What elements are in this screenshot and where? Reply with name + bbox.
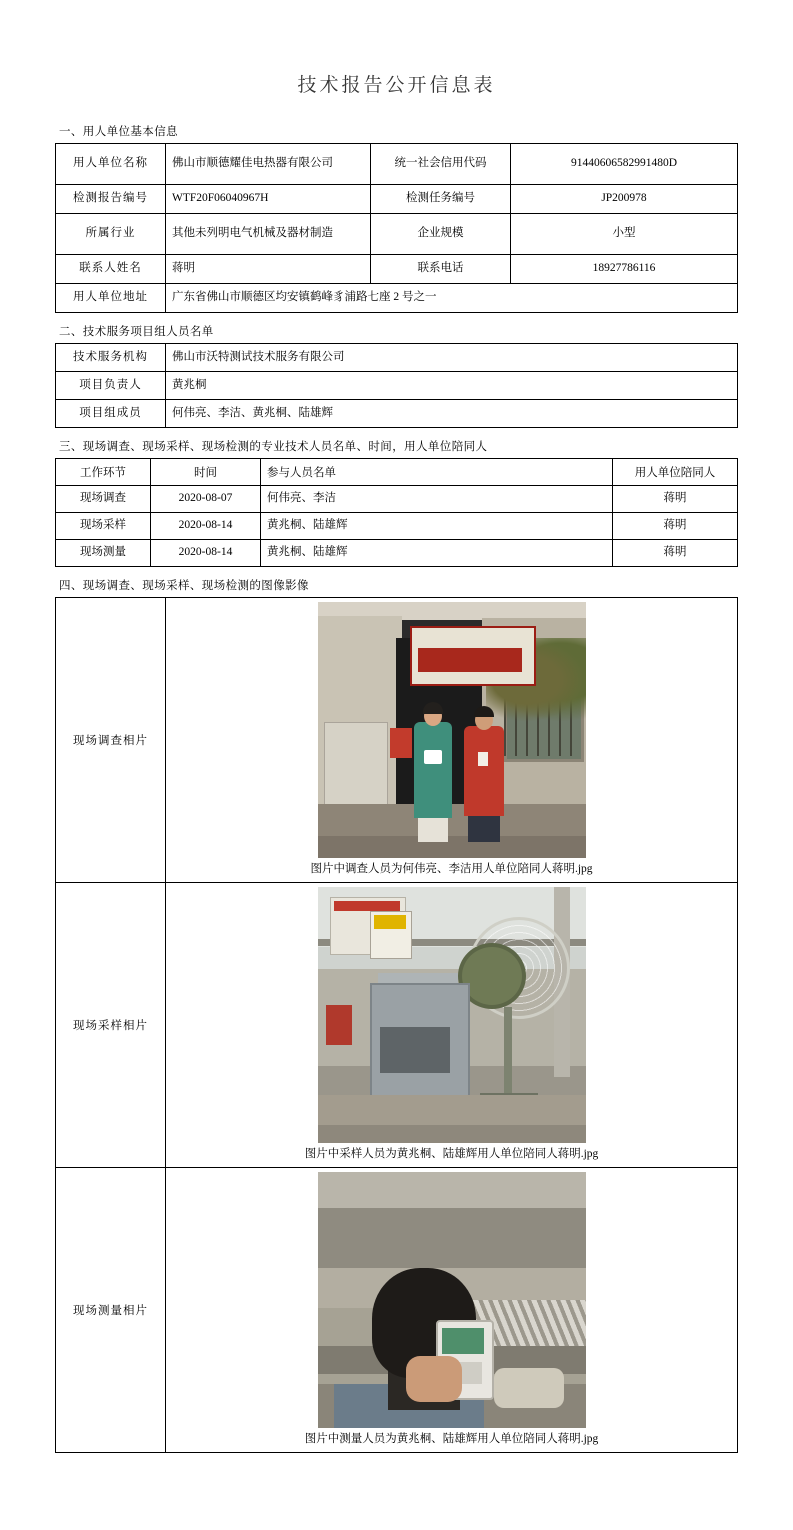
photo-row-measurement xyxy=(56,1167,738,1452)
cell-label-task-no: 检测任务编号 xyxy=(371,185,511,214)
photo-caption-survey: 图片中调查人员为何伟亮、李洁用人单位陪同人蒋明.jpg xyxy=(310,863,593,875)
table-row xyxy=(56,185,738,214)
photo-image-sampling xyxy=(318,887,586,1143)
table-row xyxy=(56,144,738,185)
photo-row-sampling xyxy=(56,882,738,1167)
cell-escort-survey: 蒋明 xyxy=(613,486,738,513)
photo-container-measurement xyxy=(166,1167,738,1452)
cell-date-sampling: 2020-08-14 xyxy=(151,513,261,540)
cell-value-project-leader: 黄兆桐 xyxy=(166,372,738,400)
col-header-date: 时间 xyxy=(151,459,261,486)
cell-label-project-leader: 项目负责人 xyxy=(56,372,166,400)
page-title: 技术报告公开信息表 xyxy=(297,75,496,96)
cell-label-contact-name: 联系人姓名 xyxy=(56,255,166,284)
photo-label-measurement: 现场测量相片 xyxy=(56,1167,166,1452)
table-row xyxy=(56,214,738,255)
cell-value-credit-code: 91440606582991480D xyxy=(511,144,738,185)
cell-label-scale: 企业规模 xyxy=(371,214,511,255)
cell-stage-sampling: 现场采样 xyxy=(56,513,151,540)
cell-date-measurement: 2020-08-14 xyxy=(151,540,261,567)
cell-value-company-name: 佛山市顺德耀佳电热器有限公司 xyxy=(166,144,371,185)
cell-value-scale: 小型 xyxy=(511,214,738,255)
cell-value-task-no: JP200978 xyxy=(511,185,738,214)
cell-date-survey: 2020-08-07 xyxy=(151,486,261,513)
cell-label-service-org: 技术服务机构 xyxy=(56,344,166,372)
photo-caption-sampling: 图片中采样人员为黄兆桐、陆雄辉用人单位陪同人蒋明.jpg xyxy=(304,1147,599,1160)
section-2-heading: 二、技术服务项目组人员名单 xyxy=(59,326,214,338)
cell-value-address: 广东省佛山市顺德区均安镇鹤峰豸浦路七座 2 号之一 xyxy=(166,284,738,313)
cell-staff-survey: 何伟亮、李洁 xyxy=(261,486,613,513)
col-header-stage: 工作环节 xyxy=(56,459,151,486)
cell-stage-survey: 现场调查 xyxy=(56,486,151,513)
cell-escort-measurement: 蒋明 xyxy=(613,540,738,567)
table-row xyxy=(56,372,738,400)
cell-label-address: 用人单位地址 xyxy=(56,284,166,313)
cell-label-contact-phone: 联系电话 xyxy=(371,255,511,284)
cell-value-service-org: 佛山市沃特测试技术服务有限公司 xyxy=(166,344,738,372)
photo-image-survey xyxy=(318,602,586,858)
photo-container-survey xyxy=(166,598,738,883)
field-work-table xyxy=(55,458,738,567)
table-row xyxy=(56,344,738,372)
table-row xyxy=(56,400,738,428)
employer-info-table xyxy=(55,143,738,313)
table-row xyxy=(56,486,738,513)
cell-value-report-no: WTF20F06040967H xyxy=(166,185,371,214)
photo-image-measurement xyxy=(318,1172,586,1428)
cell-label-project-members: 项目组成员 xyxy=(56,400,166,428)
cell-label-report-no: 检测报告编号 xyxy=(56,185,166,214)
table-row xyxy=(56,284,738,313)
cell-staff-measurement: 黄兆桐、陆雄辉 xyxy=(261,540,613,567)
table-header-row xyxy=(56,459,738,486)
project-team-table xyxy=(55,343,738,428)
cell-label-credit-code: 统一社会信用代码 xyxy=(371,144,511,185)
cell-value-industry: 其他未列明电气机械及器材制造 xyxy=(166,214,371,255)
table-row xyxy=(56,540,738,567)
cell-staff-sampling: 黄兆桐、陆雄辉 xyxy=(261,513,613,540)
cell-label-industry: 所属行业 xyxy=(56,214,166,255)
section-3-heading: 三、现场调查、现场采样、现场检测的专业技术人员名单、时间，用人单位陪同人 xyxy=(59,441,488,453)
table-row xyxy=(56,255,738,284)
photo-row-survey xyxy=(56,598,738,883)
photo-label-survey: 现场调查相片 xyxy=(56,598,166,883)
cell-value-project-members: 何伟亮、李洁、黄兆桐、陆雄辉 xyxy=(166,400,738,428)
table-row xyxy=(56,513,738,540)
section-1-heading: 一、用人单位基本信息 xyxy=(59,126,178,138)
cell-escort-sampling: 蒋明 xyxy=(613,513,738,540)
photo-caption-measurement: 图片中测量人员为黄兆桐、陆雄辉用人单位陪同人蒋明.jpg xyxy=(304,1432,599,1445)
cell-label-company-name: 用人单位名称 xyxy=(56,144,166,185)
photo-evidence-table xyxy=(55,597,738,1453)
photo-container-sampling xyxy=(166,882,738,1167)
col-header-escort: 用人单位陪同人 xyxy=(613,459,738,486)
section-4-heading: 四、现场调查、现场采样、现场检测的图像影像 xyxy=(59,580,309,592)
cell-value-contact-phone: 18927786116 xyxy=(511,255,738,284)
col-header-staff: 参与人员名单 xyxy=(261,459,613,486)
photo-label-sampling: 现场采样相片 xyxy=(56,882,166,1167)
cell-value-contact-name: 蒋明 xyxy=(166,255,371,284)
cell-stage-measurement: 现场测量 xyxy=(56,540,151,567)
